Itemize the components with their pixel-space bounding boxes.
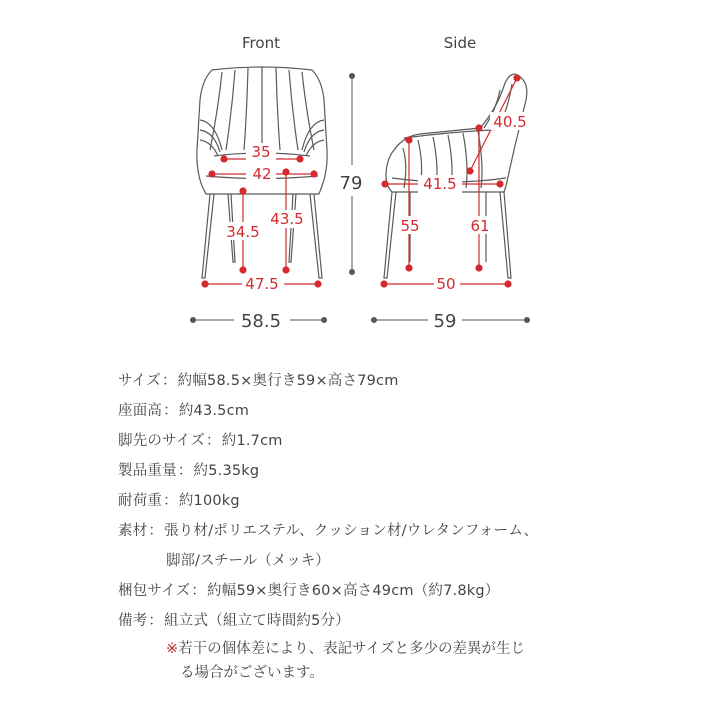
spec-label: 脚先のサイズ — [118, 433, 206, 449]
spec-value: 約100kg — [178, 493, 240, 509]
spec-label: 素材 — [118, 523, 148, 539]
spec-material-continuation: 脚部/スチール（メッキ） — [166, 553, 330, 569]
front-seat-inner-width: 35 — [251, 143, 271, 161]
spec-label: 耐荷重 — [118, 493, 163, 509]
spec-value: 約5.35kg — [193, 463, 260, 479]
front-view-title: Front — [242, 34, 280, 52]
side-back-depth: 40.5 — [493, 113, 527, 131]
spec-label: 梱包サイズ — [118, 583, 191, 599]
disclaimer-text-2: る場合がございます。 — [180, 665, 324, 681]
spec-value: 約1.7cm — [221, 433, 283, 449]
spec-label: サイズ — [118, 373, 161, 389]
spec-value: 約幅58.5×奥行き59×高さ79cm — [177, 373, 399, 389]
side-base-depth: 50 — [436, 275, 456, 293]
dimension-diagram — [0, 0, 720, 340]
spec-value: 組立式（組立て時間約5分） — [164, 613, 350, 629]
disclaimer-line-2 — [166, 661, 525, 685]
front-seat-outer-width: 42 — [252, 165, 272, 183]
side-seat-depth: 41.5 — [423, 175, 457, 193]
side-view-title: Side — [443, 34, 477, 52]
spec-seat-height: 座面高：約43.5cm — [118, 403, 250, 419]
disclaimer-note — [166, 637, 525, 685]
spec-label: 備考 — [118, 613, 148, 629]
spec-remarks: 備考：組立式（組立て時間約5分） — [118, 613, 350, 629]
spec-load-capacity: 耐荷重：約100kg — [118, 493, 240, 509]
spec-weight: 製品重量：約5.35kg — [118, 463, 260, 479]
overall-height: 79 — [339, 173, 363, 194]
spec-label: 座面高 — [118, 403, 163, 419]
disclaimer-text-1: 若干の個体差により、表記サイズと多少の差異が生じ — [178, 641, 525, 657]
side-arm-height: 61 — [470, 217, 490, 235]
front-dimension-labels — [222, 143, 308, 293]
spec-leg-tip-size: 脚先のサイズ：約1.7cm — [118, 433, 283, 449]
spec-package-size: 梱包サイズ：約幅59×奥行き60×高さ49cm（約7.8kg） — [118, 583, 500, 599]
front-base-width: 47.5 — [245, 275, 279, 293]
front-overall-width: 58.5 — [240, 311, 282, 332]
spec-value: 張り材/ポリエステル、クッション材/ウレタンフォーム、 — [164, 523, 539, 539]
spec-value: 約43.5cm — [178, 403, 250, 419]
side-overall-depth: 59 — [433, 311, 457, 332]
spec-material: 素材：張り材/ポリエステル、クッション材/ウレタンフォーム、 — [118, 523, 539, 539]
note-mark: ※ — [166, 641, 179, 657]
spec-value: 約幅59×奥行き60×高さ49cm（約7.8kg） — [207, 583, 500, 599]
disclaimer-line-1 — [166, 637, 525, 661]
front-seat-height: 43.5 — [270, 210, 304, 228]
spec-label: 製品重量 — [118, 463, 177, 479]
spec-size: サイズ：約幅58.5×奥行き59×高さ79cm — [118, 373, 399, 389]
side-seat-height: 55 — [400, 217, 420, 235]
front-armrest-height: 34.5 — [226, 223, 260, 241]
